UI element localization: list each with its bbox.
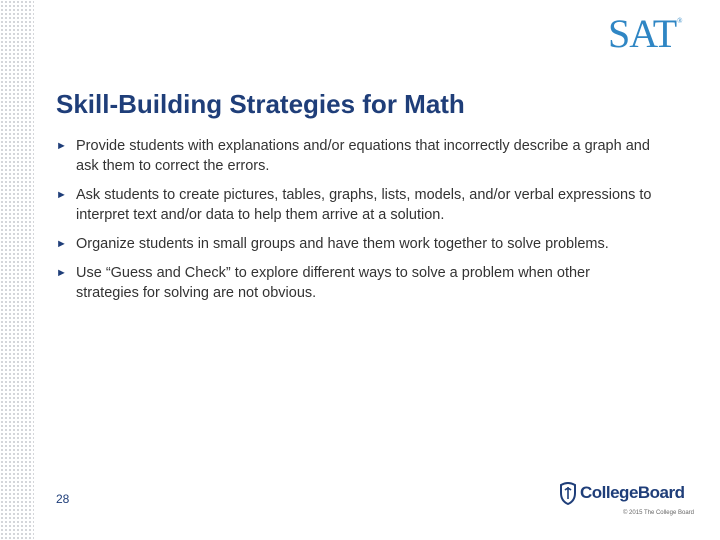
dotted-side-pattern — [0, 0, 34, 540]
bullet-arrow-icon: ► — [56, 140, 67, 152]
bullet-list — [56, 136, 656, 312]
page-number: 28 — [56, 492, 70, 506]
bullet-text: Provide students with explanations and/or equations that incorrectly describe a graph and ask them to correct the errors. — [76, 138, 650, 174]
sat-logo — [608, 11, 682, 56]
bullet-arrow-icon: ► — [56, 189, 67, 201]
collegeboard-wordmark: CollegeBoard — [580, 483, 685, 502]
bullet-text: Organize students in small groups and have them work together to solve problems. — [76, 236, 609, 252]
collegeboard-logo — [558, 481, 685, 505]
bullet-arrow-icon: ► — [56, 238, 67, 250]
bullet-text: Use “Guess and Check” to explore different ways to solve a problem when other strategies for solving are not obvious. — [76, 265, 590, 301]
registered-mark: ® — [677, 17, 682, 25]
bullet-item — [56, 185, 656, 225]
bullet-text: Ask students to create pictures, tables, graphs, lists, models, and/or verbal expressions to interpret text and/or data to help them arrive at a solution. — [76, 187, 652, 223]
acorn-shield-icon — [558, 481, 578, 505]
bullet-item — [56, 263, 656, 303]
bullet-item — [56, 234, 656, 254]
bullet-item — [56, 136, 656, 176]
copyright-notice: © 2015 The College Board — [622, 510, 694, 516]
bullet-arrow-icon: ► — [56, 267, 67, 279]
sat-logo-text: SAT — [608, 11, 677, 56]
slide-title: Skill-Building Strategies for Math — [56, 89, 465, 119]
